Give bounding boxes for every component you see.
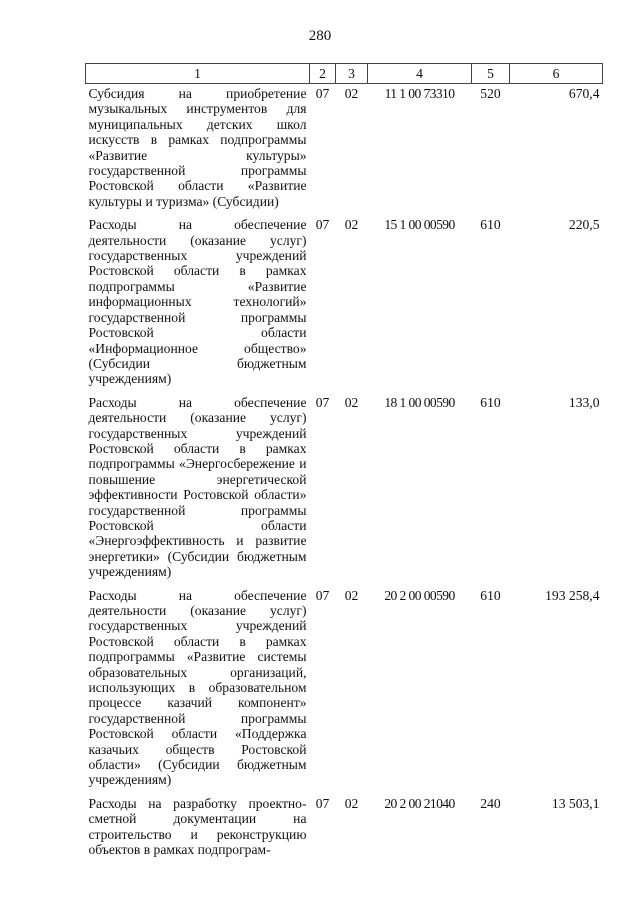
row-subsection-code: 02	[344, 587, 359, 603]
row-section-code: 07	[315, 394, 330, 410]
row-subsection-code: 02	[344, 394, 359, 410]
column-header-4: 4	[368, 64, 472, 84]
row-description: Расходы на разработку проектно-сметной документации на строительство и реконструкцию объектов в рамках подпрограм-	[88, 795, 307, 858]
row-description: Расходы на обеспечение деятельности (оказание услуг) государственных учреждений Ростовской области в рамках подпрограммы «Развитие системы образовательных организаций, использующих в образовательном процессе казачий компонент» государственной программы Ростовской области «Поддержка казачьих обществ Ростовской области» (Субсидии бюджетным учреждениям)	[88, 587, 307, 788]
row-target-article: 20 2 00 00590	[384, 587, 455, 603]
row-target-article: 11 1 00 73310	[384, 86, 455, 101]
page-number: 280	[308, 28, 332, 44]
row-subsection-code: 02	[344, 795, 359, 811]
row-expense-type: 610	[480, 587, 501, 603]
row-section-code: 07	[315, 86, 330, 101]
column-header-2: 2	[310, 64, 336, 84]
column-header-1: 1	[86, 64, 310, 84]
row-amount: 133,0	[568, 394, 600, 410]
row-target-article: 20 2 00 21040	[384, 795, 455, 811]
table-row	[86, 84, 603, 216]
row-target-article: 15 1 00 00590	[384, 217, 455, 233]
table-row	[86, 794, 603, 864]
table-row	[86, 586, 603, 794]
column-header-3: 3	[336, 64, 368, 84]
row-description: Субсидия на приобретение музыкальных инструментов для муниципальных детских школ искусств в рамках подпрограммы «Развитие культуры» государственной программы Ростовской области «Развитие культуры и туризма» (Субсидии)	[88, 86, 307, 209]
row-subsection-code: 02	[344, 217, 359, 233]
row-description: Расходы на обеспечение деятельности (оказание услуг) государственных учреждений Ростовской области в рамках подпрограммы «Энергосбережение и повышение энергетической эффективности Ростовской области» государственной программы Ростовской области «Энергоэффективность и развитие энергетики» (Субсидии бюджетным учреждениям)	[88, 394, 307, 580]
table-header-row	[86, 64, 603, 84]
row-section-code: 07	[315, 217, 330, 233]
row-section-code: 07	[315, 795, 330, 811]
column-header-5: 5	[472, 64, 510, 84]
row-amount: 670,4	[568, 86, 600, 101]
table-row	[86, 215, 603, 392]
row-expense-type: 610	[480, 394, 501, 410]
row-expense-type: 610	[480, 217, 501, 233]
row-amount: 13 503,1	[551, 795, 600, 811]
table-row	[86, 393, 603, 586]
row-target-article: 18 1 00 00590	[384, 394, 455, 410]
row-expense-type: 240	[480, 795, 501, 811]
row-amount: 220,5	[568, 217, 600, 233]
column-header-6: 6	[510, 64, 603, 84]
row-expense-type: 520	[480, 86, 501, 101]
budget-table	[85, 63, 603, 864]
row-subsection-code: 02	[344, 86, 359, 101]
row-amount: 193 258,4	[545, 587, 600, 603]
row-section-code: 07	[315, 587, 330, 603]
row-description: Расходы на обеспечение деятельности (оказание услуг) государственных учреждений Ростовской области в рамках подпрограммы «Развитие информационных технологий» государственной программы Ростовской области «Информационное общество» (Субсидии бюджетным учреждениям)	[88, 217, 307, 387]
